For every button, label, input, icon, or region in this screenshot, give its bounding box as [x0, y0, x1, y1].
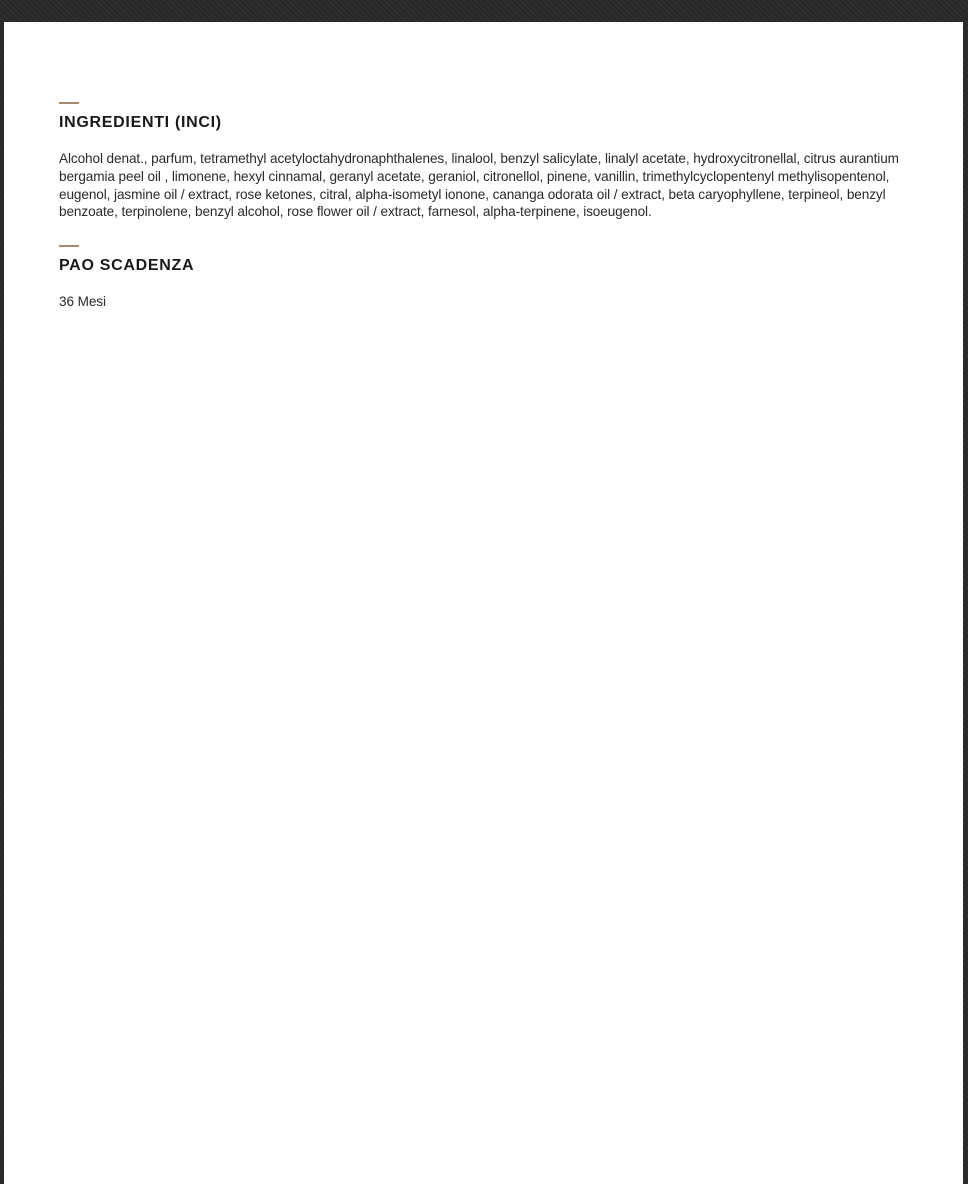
- section-ingredients: [59, 102, 908, 221]
- document-page: [4, 22, 963, 1184]
- section-pao: [59, 245, 908, 311]
- section-accent-line: [59, 245, 79, 247]
- ingredients-text: Alcohol denat., parfum, tetramethyl acetyloctahydronaphthalenes, linalool, benzyl salicylate, linalyl acetate, hydroxycitronellal, citrus aurantium bergamia peel oil , limonene, hexyl cinnamal, geranyl acetate, geraniol, citronellol, pinene, vanillin, trimethylcyclopentenyl methylisopentenol, eugenol, jasmine oil / extract, rose ketones, citral, alpha-isometyl ionone, cananga odorata oil / extract, beta caryophyllene, terpineol, benzyl benzoate, terpinolene, benzyl alcohol, rose flower oil / extract, farnesol, alpha-terpinene, isoeugenol.: [59, 151, 899, 220]
- section-heading-pao: PAO SCADENZA: [59, 257, 195, 275]
- section-heading-ingredients: INGREDIENTI (INCI): [59, 114, 222, 131]
- section-accent-line: [59, 102, 79, 104]
- pao-text: 36 Mesi: [59, 294, 106, 310]
